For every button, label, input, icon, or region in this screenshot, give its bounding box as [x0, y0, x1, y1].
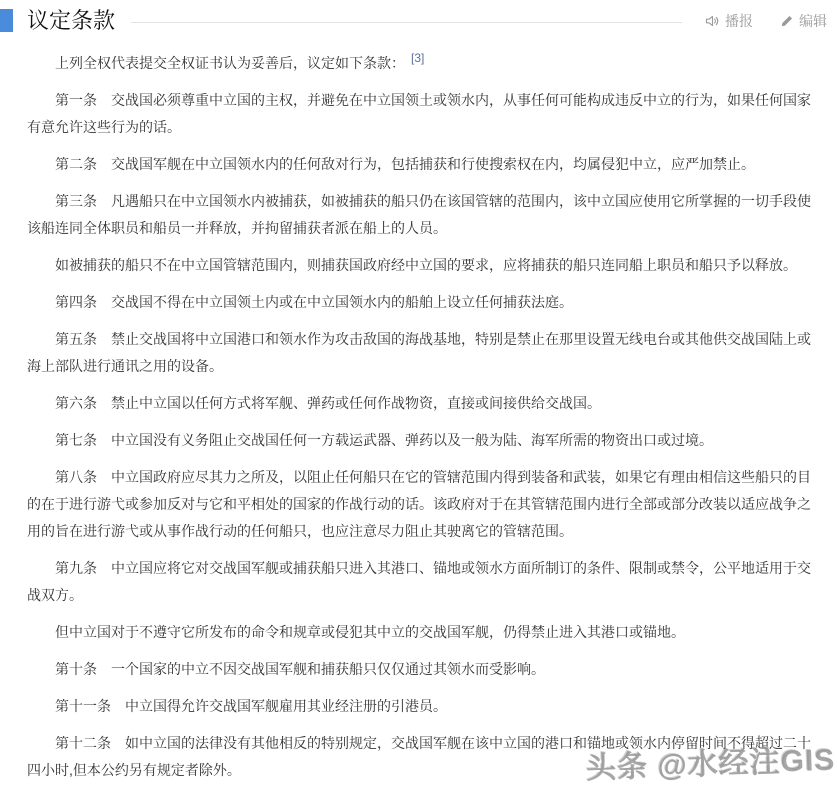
article-label: 第五条 [55, 331, 97, 347]
article-text: 一个国家的中立不因交战国军舰和捕获船只仅仅通过其领水而受影响。 [111, 661, 545, 677]
article-label: 第六条 [55, 395, 97, 411]
article-paragraph [27, 252, 811, 279]
article-label: 第二条 [55, 156, 97, 172]
article-list [27, 87, 811, 784]
section-actions [704, 11, 837, 31]
article-label: 第四条 [55, 294, 97, 310]
article-paragraph [27, 326, 811, 380]
article-label: 第十一条 [55, 698, 111, 714]
broadcast-button[interactable] [704, 11, 753, 31]
article-label: 第十二条 [55, 735, 111, 751]
article-label: 第三条 [55, 193, 97, 209]
article-content [0, 37, 837, 784]
intro-paragraph [27, 50, 811, 77]
article-paragraph [27, 730, 811, 784]
article-text: 中立国得允许交战国军舰雇用其业经注册的引港员。 [125, 698, 447, 714]
section-title: 议定条款 [27, 7, 116, 33]
article-text: 中立国应将它对交战国军舰或捕获船只进入其港口、锚地或领水方面所制订的条件、限制或禁令，公平地适用于交战双方。 [27, 560, 811, 603]
intro-text: 上列全权代表提交全权证书认为妥善后，议定如下条款： [55, 55, 405, 71]
broadcast-label: 播报 [725, 13, 753, 29]
pencil-icon [779, 14, 794, 29]
article-paragraph [27, 427, 811, 454]
edit-button[interactable] [779, 11, 827, 31]
article-text: 中立国没有义务阻止交战国任何一方载运武器、弹药以及一般为陆、海军所需的物资出口或过境。 [111, 432, 713, 448]
article-label: 第九条 [55, 560, 97, 576]
article-label: 第七条 [55, 432, 97, 448]
article-paragraph [27, 619, 811, 646]
divider-line [131, 22, 682, 23]
reference-link[interactable]: [3] [411, 51, 425, 66]
article-text: 交战国不得在中立国领土内或在中立国领水内的船舶上设立任何捕获法庭。 [111, 294, 573, 310]
article-text: 凡遇船只在中立国领水内被捕获，如被捕获的船只仍在该国管辖的范围内，该中立国应使用它所掌握的一切手段使该船连同全体职员和船员一并释放，并拘留捕获者派在船上的人员。 [27, 193, 811, 236]
section-header [0, 5, 837, 37]
article-text: 禁止中立国以任何方式将军舰、弹药或任何作战物资，直接或间接供给交战国。 [111, 395, 601, 411]
article-paragraph [27, 693, 811, 720]
edit-label: 编辑 [799, 13, 827, 29]
article-paragraph [27, 188, 811, 242]
section-title-marker [0, 9, 13, 32]
article-label: 第一条 [55, 92, 97, 108]
article-label: 第八条 [55, 469, 97, 485]
article-paragraph [27, 289, 811, 316]
article-label: 第十条 [55, 661, 97, 677]
article-paragraph [27, 464, 811, 545]
article-text: 交战国军舰在中立国领水内的任何敌对行为，包括捕获和行使搜索权在内，均属侵犯中立，应严加禁止。 [111, 156, 755, 172]
article-text: 但中立国对于不遵守它所发布的命令和规章或侵犯其中立的交战国军舰，仍得禁止进入其港口或锚地。 [55, 624, 685, 640]
article-text: 如被捕获的船只不在中立国管辖范围内，则捕获国政府经中立国的要求，应将捕获的船只连同船上职员和船只予以释放。 [55, 257, 797, 273]
article-text: 如中立国的法律没有其他相反的特别规定，交战国军舰在该中立国的港口和锚地或领水内停留时间不得超过二十四小时,但本公约另有规定者除外。 [27, 735, 811, 778]
watermark: 头条 @水经注GIS [585, 743, 836, 786]
article-text: 中立国政府应尽其力之所及，以阻止任何船只在它的管辖范围内得到装备和武装，如果它有理由相信这些船只的目的在于进行游弋或参加反对与它和平相处的国家的作战行动的话。该政府对于在其管辖范围内进行全部或部分改装以适应战争之用的旨在进行游弋或从事作战行动的任何船只，也应注意尽力阻止其驶离它的管辖范围。 [27, 469, 811, 539]
article-paragraph [27, 151, 811, 178]
article-paragraph [27, 555, 811, 609]
speaker-icon [704, 13, 720, 29]
article-text: 禁止交战国将中立国港口和领水作为攻击敌国的海战基地，特别是禁止在那里设置无线电台或其他供交战国陆上或海上部队进行通讯之用的设备。 [27, 331, 811, 374]
article-paragraph [27, 390, 811, 417]
article-text: 交战国必须尊重中立国的主权，并避免在中立国领土或领水内，从事任何可能构成违反中立的行为，如果任何国家有意允许这些行为的话。 [27, 92, 811, 135]
article-paragraph [27, 87, 811, 141]
article-paragraph [27, 656, 811, 683]
